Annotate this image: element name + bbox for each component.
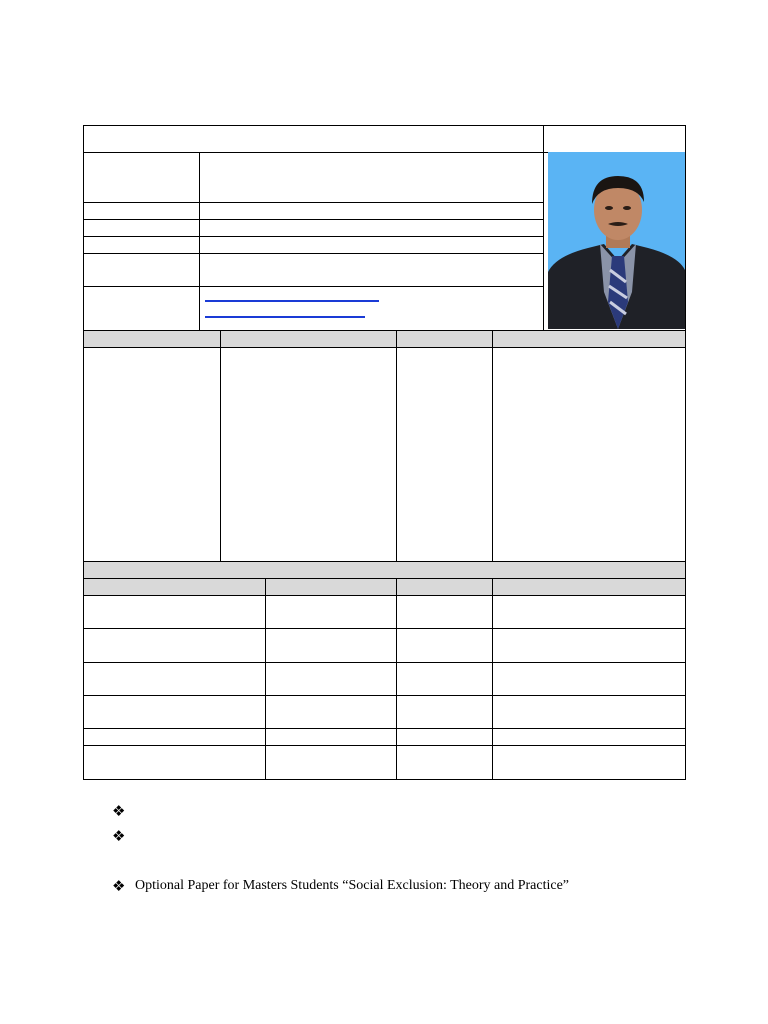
column-divider (492, 578, 493, 780)
optional-paper-text: Optional Paper for Masters Students “Social Exclusion: Theory and Practice” (135, 878, 570, 893)
email-link-secondary[interactable] (205, 316, 365, 318)
experience-header-row (84, 579, 685, 595)
row-divider (83, 236, 543, 237)
row-divider (83, 202, 543, 203)
email-link-primary[interactable] (205, 300, 379, 302)
education-header-row (84, 331, 685, 347)
section-title-row (84, 562, 685, 578)
row-divider (83, 628, 686, 629)
row-divider (83, 219, 543, 220)
row-divider (83, 347, 686, 348)
row-divider (83, 662, 686, 663)
column-divider (543, 125, 544, 330)
profile-photo (548, 152, 685, 329)
row-divider (83, 253, 543, 254)
row-divider (83, 595, 686, 596)
column-divider (265, 578, 266, 780)
column-divider (199, 152, 200, 330)
bullet-diamond-icon: ❖ (112, 802, 126, 820)
row-divider (83, 728, 686, 729)
column-divider (396, 331, 397, 561)
bullet-diamond-icon: ❖ (112, 827, 126, 845)
column-divider (220, 331, 221, 561)
bullet-diamond-icon: ❖ (112, 877, 126, 895)
column-divider (492, 331, 493, 561)
person-portrait-icon (548, 152, 685, 329)
row-divider (83, 286, 543, 287)
row-divider (83, 745, 686, 746)
column-divider (396, 578, 397, 780)
row-divider (83, 695, 686, 696)
